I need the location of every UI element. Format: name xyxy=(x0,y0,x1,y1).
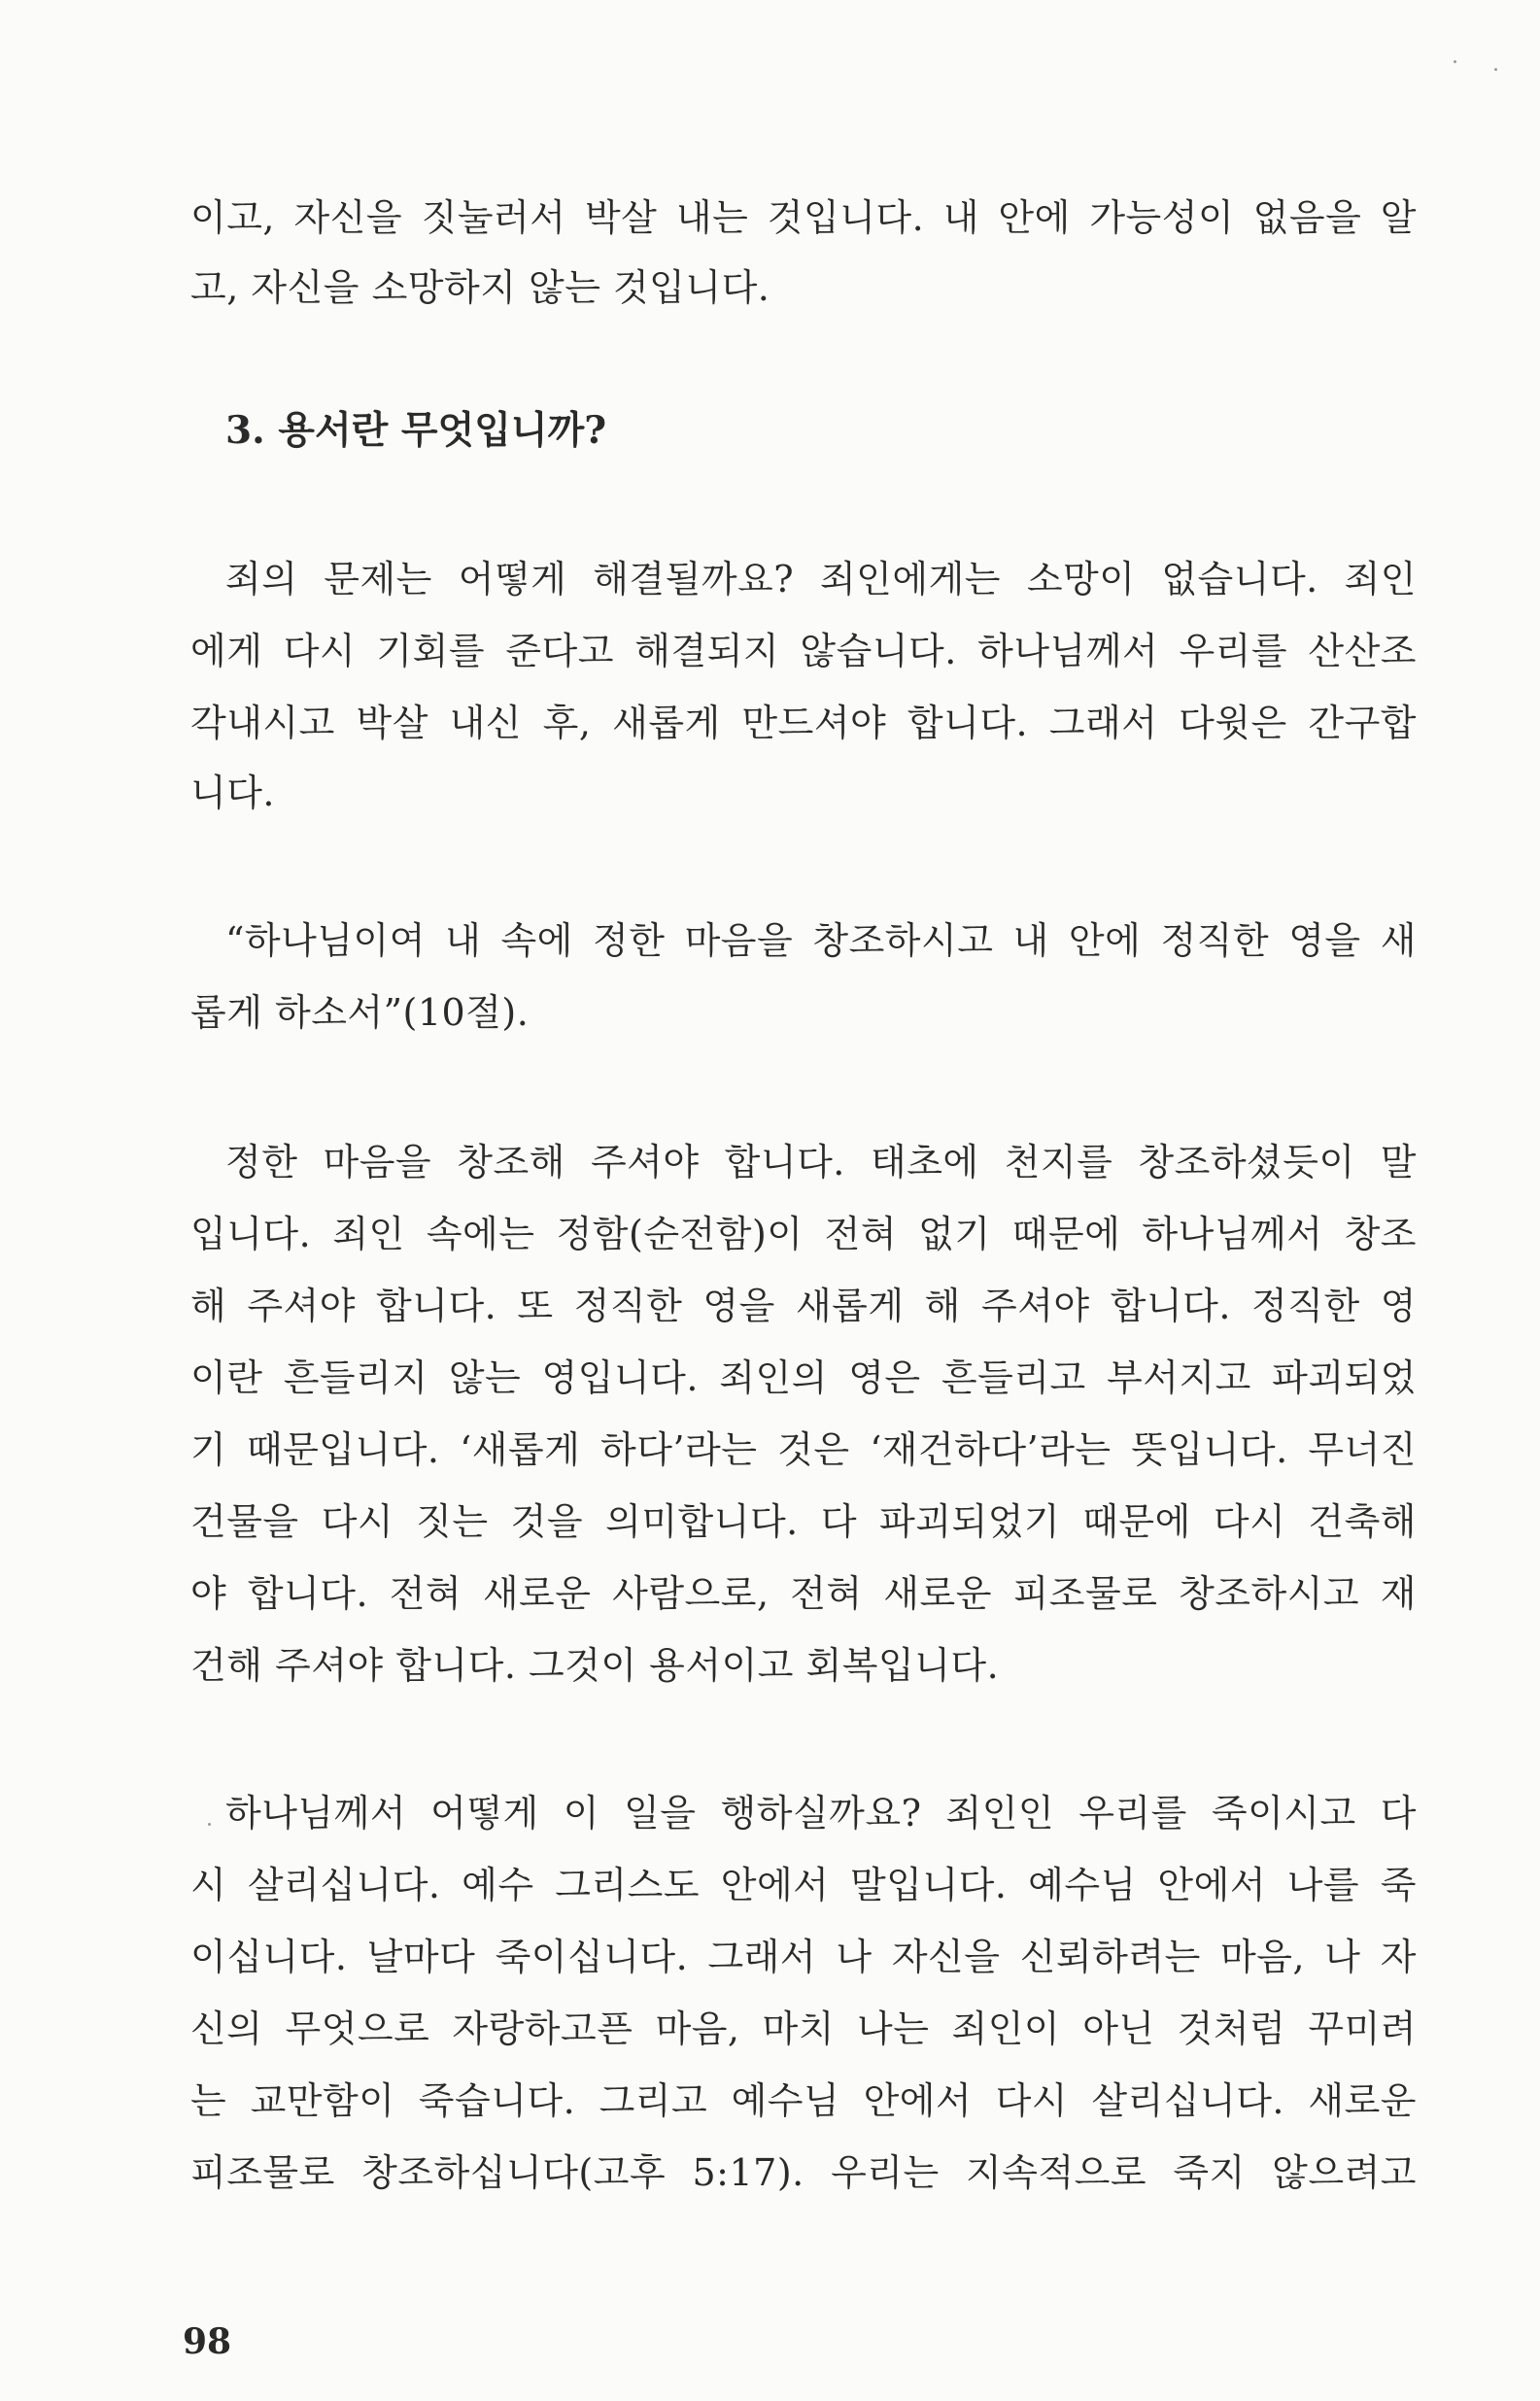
para3-line-4: 이란 흔들리지 않는 영입니다. 죄인의 영은 흔들리고 부서지고 파괴되었 xyxy=(190,1356,1417,1399)
scan-speck xyxy=(208,1823,211,1826)
para4-line-5: 는 교만함이 죽습니다. 그리고 예수님 안에서 다시 살리십니다. 새로운 xyxy=(190,2079,1417,2122)
scan-speck xyxy=(1454,60,1456,63)
page-number: 98 xyxy=(183,2321,232,2362)
para3-line-2: 입니다. 죄인 속에는 정함(순전함)이 전혀 없기 때문에 하나님께서 창조 xyxy=(190,1213,1417,1255)
para3-line-1: 정한 마음을 창조해 주셔야 합니다. 태초에 천지를 창조하셨듯이 말 xyxy=(225,1141,1417,1183)
para4-line-6: 피조물로 창조하십니다(고후 5:17). 우리는 지속적으로 죽지 않으려고 xyxy=(190,2151,1417,2194)
para3-line-6: 건물을 다시 짓는 것을 의미합니다. 다 파괴되었기 때문에 다시 건축해 xyxy=(190,1500,1417,1543)
para2-line-2: 에게 다시 기회를 준다고 해결되지 않습니다. 하나님께서 우리를 산산조 xyxy=(190,630,1417,672)
para4-line-4: 신의 무엇으로 자랑하고픈 마음, 마치 나는 죄인이 아닌 것처럼 꾸미려 xyxy=(190,2007,1417,2050)
para4-line-2: 시 살리십니다. 예수 그리스도 안에서 말입니다. 예수님 안에서 나를 죽 xyxy=(190,1864,1417,1906)
para2-line-4: 니다. xyxy=(190,772,275,814)
para1-line-2: 고, 자신을 소망하지 않는 것입니다. xyxy=(190,266,770,309)
para1-line-1: 이고, 자신을 짓눌러서 박살 내는 것입니다. 내 안에 가능성이 없음을 알 xyxy=(190,196,1417,239)
quote-line-1: “하나님이여 내 속에 정한 마음을 창조하시고 내 안에 정직한 영을 새 xyxy=(225,919,1417,962)
para3-line-8: 건해 주셔야 합니다. 그것이 용서이고 회복입니다. xyxy=(190,1644,1000,1687)
para3-line-3: 해 주셔야 합니다. 또 정직한 영을 새롭게 해 주셔야 합니다. 정직한 영 xyxy=(190,1285,1417,1327)
para4-line-3: 이십니다. 날마다 죽이십니다. 그래서 나 자신을 신뢰하려는 마음, 나 자 xyxy=(190,1936,1417,1978)
quote-line-2: 롭게 하소서”(10절). xyxy=(190,991,530,1034)
section-heading: 3. 용서란 무엇입니까? xyxy=(225,408,607,453)
para3-line-7: 야 합니다. 전혀 새로운 사람으로, 전혀 새로운 피조물로 창조하시고 재 xyxy=(190,1572,1417,1615)
para2-line-3: 각내시고 박살 내신 후, 새롭게 만드셔야 합니다. 그래서 다윗은 간구합 xyxy=(190,702,1417,744)
para3-line-5: 기 때문입니다. ‘새롭게 하다’라는 것은 ‘재건하다’라는 뜻입니다. 무너진 xyxy=(190,1428,1417,1471)
para2-line-1: 죄의 문제는 어떻게 해결될까요? 죄인에게는 소망이 없습니다. 죄인 xyxy=(225,558,1417,600)
scan-speck xyxy=(1494,68,1497,71)
para4-line-1: 하나님께서 어떻게 이 일을 행하실까요? 죄인인 우리를 죽이시고 다 xyxy=(225,1792,1417,1835)
